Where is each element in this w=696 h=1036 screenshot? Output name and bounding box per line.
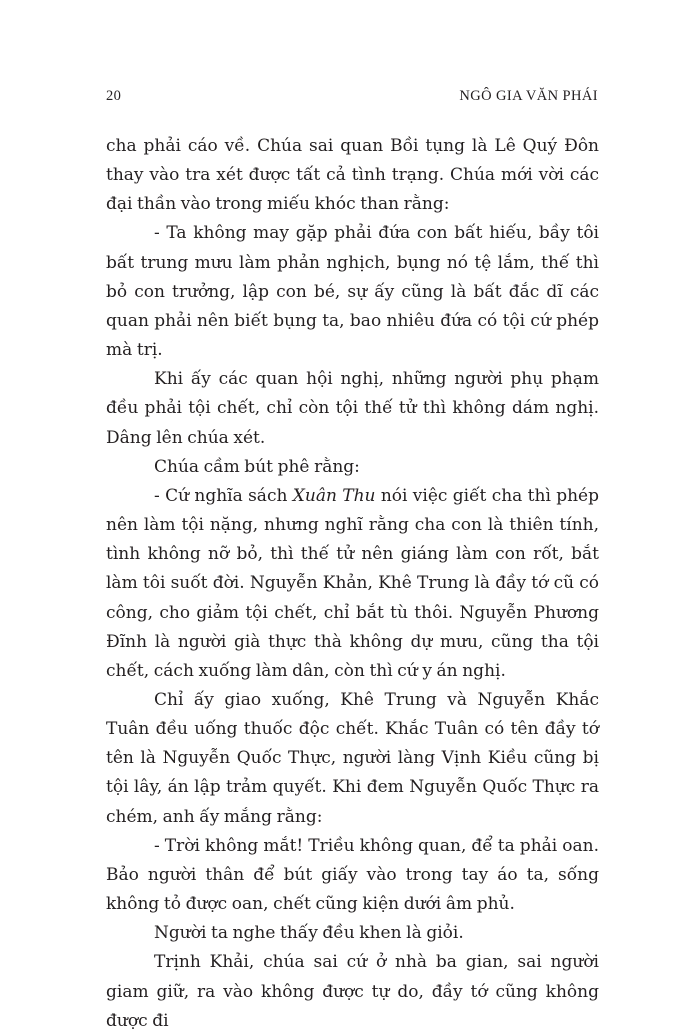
page-header bbox=[106, 88, 598, 110]
paragraph-5-lead: - Cứ nghĩa sách bbox=[154, 485, 293, 506]
paragraph-7: - Trời không mắt! Triều không quan, để ta phải oan. Bảo người thân để bút giấy vào trong tay áo ta, sống không tỏ được oan, chết cũng kiện dưới âm phủ. bbox=[106, 835, 599, 915]
body-text bbox=[106, 132, 599, 1036]
running-head: NGÔ GIA VĂN PHÁI bbox=[459, 88, 598, 104]
page-number: 20 bbox=[106, 88, 122, 104]
paragraph-1: cha phải cáo về. Chúa sai quan Bồi tụng là Lê Quý Đôn thay vào tra xét được tất cả tình trạng. Chúa mới vời các đại thần vào trong miếu khóc than rằng: bbox=[106, 136, 599, 215]
paragraph-4: Chúa cầm bút phê rằng: bbox=[154, 456, 360, 477]
book-title-xuan-thu: Xuân Thu bbox=[292, 485, 376, 506]
paragraph-2: - Ta không may gặp phải đứa con bất hiếu, bầy tôi bất trung mưu làm phản nghịch, bụng nó tệ lắm, thế thì bỏ con trưởng, lập con bé, sự ấy cũng là bất đắc dĩ các quan phải nên biết bụng ta, bao nhiêu đứa có tội cứ phép mà trị. bbox=[106, 223, 599, 361]
paragraph-3: Khi ấy các quan hội nghị, những người phụ phạm đều phải tội chết, chỉ còn tội thế tử thì không dám nghị. Dâng lên chúa xét. bbox=[106, 369, 599, 448]
paragraph-5-rest: nói việc giết cha thì phép nên làm tội nặng, nhưng nghĩ rằng cha con là thiên tính, tình không nỡ bỏ, thì thế tử nên giáng làm con rốt, bắt làm tôi suốt đời. Nguyễn Khản, Khê Trung là đầy tớ cũ có công, cho giảm tội chết, chỉ bắt tù thôi. Nguyễn Phương Đĩnh là người già thực thà không dự mưu, cũng tha tội chết, cách xuống làm dân, còn thì cứ y án nghị. bbox=[106, 485, 599, 681]
paragraph-6: Chỉ ấy giao xuống, Khê Trung và Nguyễn Khắc Tuân đều uống thuốc độc chết. Khắc Tuân có tên đầy tớ tên là Nguyễn Quốc Thực, người làng Vịnh Kiều cũng bị tội lây, án lập trảm quyết. Khi đem Nguyễn Quốc Thực ra chém, anh ấy mắng rằng: bbox=[106, 689, 599, 827]
paragraph-8: Người ta nghe thấy đều khen là giỏi. bbox=[154, 923, 464, 944]
paragraph-5 bbox=[106, 482, 599, 686]
paragraph-9: Trịnh Khải, chúa sai cứ ở nhà ba gian, sai người giam giữ, ra vào không được tự do, đầy tớ cũng không được đi bbox=[106, 952, 599, 1031]
